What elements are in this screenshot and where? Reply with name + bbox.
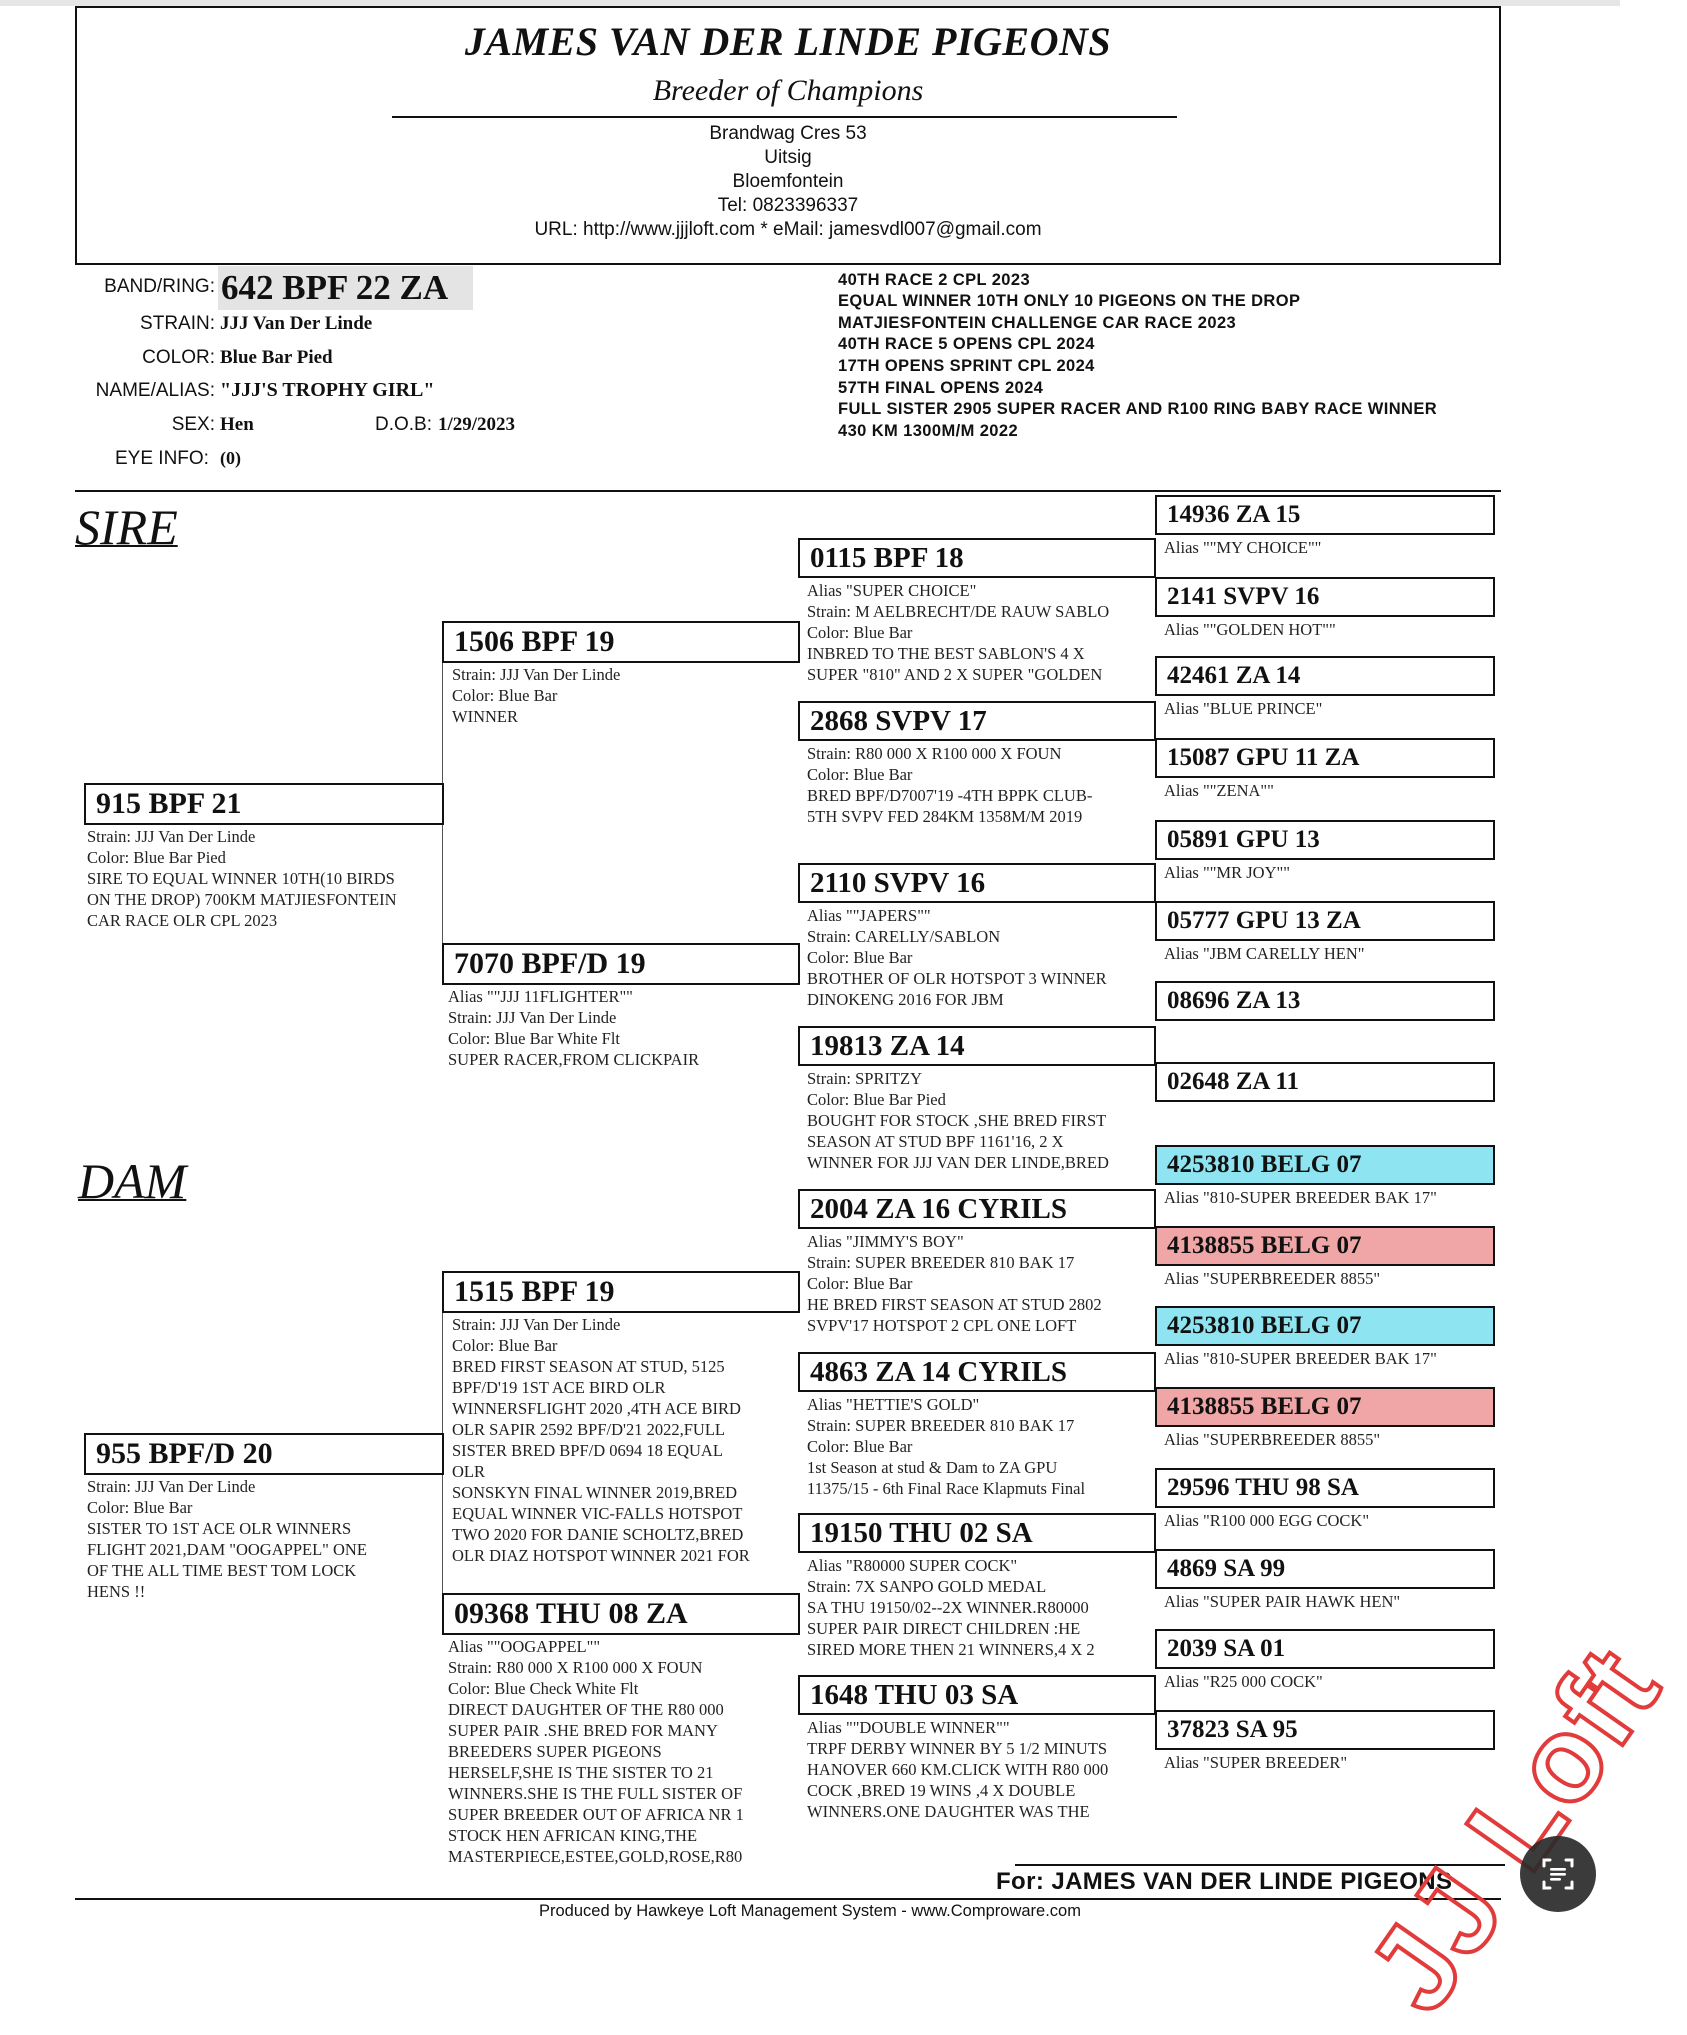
- great-grandparent-info: Strain: SPRITZY Color: Blue Bar Pied BOUGHT FOR STOCK ,SHE BRED FIRST SEASON AT STUD BPF 1161'16, 2 X WINNER FOR JJJ VAN DER LINDE,BRED: [807, 1069, 1109, 1172]
- band-label: BAND/RING:: [104, 276, 215, 297]
- great-grandparent-info: Alias ""DOUBLE WINNER"" TRPF DERBY WINNER BY 5 1/2 MINUTS HANOVER 660 KM.CLICK WITH R80 000 COCK ,BRED 19 WINS ,4 X DOUBLE WINNERS.ONE DAUGHTER WAS THE: [807, 1718, 1109, 1821]
- great-grandparent-info: Alias ""JAPERS"" Strain: CARELLY/SABLON Color: Blue Bar BROTHER OF OLR HOTSPOT 3 WINNER DINOKENG 2016 FOR JBM: [807, 906, 1107, 1009]
- watermark-text: JJ Loft: [1341, 1623, 1686, 2035]
- header-divider: [392, 116, 1177, 118]
- achievement-line: 40TH RACE 2 CPL 2023: [838, 271, 1031, 289]
- granddam-info: Alias ""JJJ 11FLIGHTER"" Strain: JJJ Van Der Linde Color: Blue Bar White Flt SUPER RACER,FROM CLICKPAIR: [448, 987, 700, 1069]
- achievement-line: 40TH RACE 5 OPENS CPL 2024: [838, 335, 1095, 353]
- ancestor-box-highlight: 4253810 BELG 07: [1155, 1145, 1495, 1185]
- sire-heading: SIRE: [75, 499, 178, 555]
- strain-value: JJJ Van Der Linde: [220, 313, 373, 334]
- eye-label: EYE INFO:: [115, 448, 209, 469]
- ancestor-alias: Alias "R25 000 COCK": [1164, 1672, 1323, 1691]
- ancestor-box: 08696 ZA 13: [1155, 981, 1495, 1021]
- ancestor-alias: Alias ""MY CHOICE"": [1164, 538, 1322, 557]
- ancestor-box: 2039 SA 01: [1155, 1629, 1495, 1669]
- breeder-subtitle: Breeder of Champions: [652, 74, 924, 107]
- granddam-info: Alias ""OOGAPPEL"" Strain: R80 000 X R100 000 X FOUN Color: Blue Check White Flt DIRECT DAUGHTER OF THE R80 000 SUPER PAIR .SHE BRED FOR MANY BREEDERS SUPER PIGEONS HERSELF,SHE IS THE SISTER TO 21 WINNERS.SHE IS THE FULL SISTER OF SUPER BREEDER OUT OF AFRICA NR 1 STOCK HEN AFRICAN KING,THE MASTERPIECE,ESTEE,GOLD,ROSE,R80: [448, 1637, 744, 1866]
- grandsire-box: 1506 BPF 19: [442, 621, 800, 663]
- ancestor-alias: Alias "SUPER PAIR HAWK HEN": [1164, 1592, 1401, 1611]
- ancestor-box-highlight: 4138855 BELG 07: [1155, 1387, 1495, 1427]
- document-scan-icon: [1520, 1836, 1596, 1912]
- great-grandparent-box: 2110 SVPV 16: [798, 863, 1156, 903]
- dam-band-box: 955 BPF/D 20: [84, 1433, 444, 1475]
- ancestor-box: 14936 ZA 15: [1155, 495, 1495, 535]
- eye-value: (0): [220, 448, 241, 468]
- great-grandparent-box: 0115 BPF 18: [798, 538, 1156, 578]
- address-city: Bloemfontein: [732, 171, 844, 192]
- footer-produced-by: Produced by Hawkeye Loft Management System - www.Comproware.com: [539, 1902, 1081, 1920]
- color-value: Blue Bar Pied: [220, 347, 333, 368]
- ancestor-box: 02648 ZA 11: [1155, 1062, 1495, 1102]
- dob-value: 1/29/2023: [438, 414, 516, 435]
- breeder-title: JAMES VAN DER LINDE PIGEONS: [464, 19, 1112, 64]
- ancestor-alias: Alias "810-SUPER BREEDER BAK 17": [1164, 1349, 1437, 1368]
- ancestor-box-highlight: 4138855 BELG 07: [1155, 1226, 1495, 1266]
- ancestor-box: 05891 GPU 13: [1155, 820, 1495, 860]
- achievement-line: EQUAL WINNER 10TH ONLY 10 PIGEONS ON THE DROP: [838, 292, 1301, 310]
- scan-button[interactable]: [1520, 1836, 1596, 1912]
- great-grandparent-box: 2868 SVPV 17: [798, 701, 1156, 741]
- ancestor-alias: Alias ""MR JOY"": [1164, 863, 1290, 882]
- great-grandparent-info: Alias "JIMMY'S BOY" Strain: SUPER BREEDER 810 BAK 17 Color: Blue Bar HE BRED FIRST SEASON AT STUD 2802 SVPV'17 HOTSPOT 2 CPL ONE LOFT: [807, 1232, 1102, 1335]
- ancestor-alias: Alias "SUPERBREEDER 8855": [1164, 1269, 1381, 1288]
- ancestor-alias: Alias ""ZENA"": [1164, 781, 1274, 800]
- address-suburb: Uitsig: [764, 147, 812, 168]
- name-value: "JJJ'S TROPHY GIRL": [220, 379, 435, 401]
- ancestor-box: 4869 SA 99: [1155, 1549, 1495, 1589]
- achievement-line: 430 KM 1300M/M 2022: [838, 422, 1019, 440]
- achievement-line: MATJIESFONTEIN CHALLENGE CAR RACE 2023: [838, 314, 1237, 332]
- ancestor-box-highlight: 4253810 BELG 07: [1155, 1306, 1495, 1346]
- ancestor-alias: Alias "810-SUPER BREEDER BAK 17": [1164, 1188, 1437, 1207]
- name-label: NAME/ALIAS:: [95, 380, 215, 401]
- granddam-box: 09368 THU 08 ZA: [442, 1593, 800, 1635]
- ancestor-alias: Alias "JBM CARELLY HEN": [1164, 944, 1365, 963]
- sex-label: SEX:: [171, 414, 215, 435]
- grandsire-box: 1515 BPF 19: [442, 1271, 800, 1313]
- ancestor-alias: Alias ""GOLDEN HOT"": [1164, 620, 1336, 639]
- grandsire-info: Strain: JJJ Van Der Linde Color: Blue Bar WINNER: [452, 665, 621, 726]
- ancestor-alias: Alias "SUPER BREEDER": [1164, 1753, 1348, 1772]
- band-value: 642 BPF 22 ZA: [218, 266, 473, 310]
- section-divider: [75, 490, 1501, 492]
- great-grandparent-box: 19150 THU 02 SA: [798, 1513, 1156, 1553]
- grandsire-info: Strain: JJJ Van Der Linde Color: Blue Bar BRED FIRST SEASON AT STUD, 5125 BPF/D'19 1ST ACE BIRD OLR WINNERSFLIGHT 2020 ,4TH ACE BIRD OLR SAPIR 2592 BPF/D'21 2022,FULL SISTER BRED BPF/D 0694 18 EQUAL OLR SONSKYN FINAL WINNER 2019,BRED EQUAL WINNER VIC-FALLS HOTSPOT TWO 2020 FOR DANIE SCHOLTZ,BRED OLR DIAZ HOTSPOT WINNER 2021 FOR: [452, 1315, 750, 1565]
- great-grandparent-box: 1648 THU 03 SA: [798, 1675, 1156, 1715]
- ancestor-box: 15087 GPU 11 ZA: [1155, 738, 1495, 778]
- granddam-box: 7070 BPF/D 19: [442, 943, 800, 985]
- address-web-email: URL: http://www.jjjloft.com * eMail: jamesvdl007@gmail.com: [534, 219, 1042, 240]
- ancestor-alias: Alias "SUPERBREEDER 8855": [1164, 1430, 1381, 1449]
- footer-divider: [1015, 1864, 1505, 1866]
- bottom-divider: [75, 1898, 1501, 1900]
- dam-info: Strain: JJJ Van Der Linde Color: Blue Bar SISTER TO 1ST ACE OLR WINNERS FLIGHT 2021,DAM "OOGAPPEL" ONE OF THE ALL TIME BEST TOM LOCK HENS !!: [87, 1477, 367, 1601]
- sire-band-box: 915 BPF 21: [84, 783, 444, 825]
- achievement-line: 17TH OPENS SPRINT CPL 2024: [838, 357, 1095, 375]
- great-grandparent-box: 19813 ZA 14: [798, 1026, 1156, 1066]
- ancestor-box: 05777 GPU 13 ZA: [1155, 901, 1495, 941]
- address-street: Brandwag Cres 53: [709, 123, 867, 144]
- ancestor-box: 29596 THU 98 SA: [1155, 1468, 1495, 1508]
- dam-heading: DAM: [78, 1153, 187, 1209]
- achievement-line: 57TH FINAL OPENS 2024: [838, 379, 1044, 397]
- strain-label: STRAIN:: [140, 313, 215, 334]
- header-box: [75, 6, 1501, 265]
- great-grandparent-info: Strain: R80 000 X R100 000 X FOUN Color: Blue Bar BRED BPF/D7007'19 -4TH BPPK CLUB- 5TH SVPV FED 284KM 1358M/M 2019: [807, 744, 1093, 826]
- sire-info: Strain: JJJ Van Der Linde Color: Blue Bar Pied SIRE TO EQUAL WINNER 10TH(10 BIRDS ON THE DROP) 700KM MATJIESFONTEIN CAR RACE OLR CPL 2023: [87, 827, 397, 930]
- address-phone: Tel: 0823396337: [717, 195, 859, 216]
- ancestor-box: 37823 SA 95: [1155, 1710, 1495, 1750]
- ancestor-alias: Alias "R100 000 EGG COCK": [1164, 1511, 1370, 1530]
- great-grandparent-box: 4863 ZA 14 CYRILS: [798, 1352, 1156, 1392]
- great-grandparent-info: Alias "HETTIE'S GOLD" Strain: SUPER BREEDER 810 BAK 17 Color: Blue Bar 1st Season at stud & Dam to ZA GPU 11375/15 - 6th Final Race Klapmuts Final: [807, 1395, 1086, 1498]
- great-grandparent-info: Alias "SUPER CHOICE" Strain: M AELBRECHT/DE RAUW SABLO Color: Blue Bar INBRED TO THE BEST SABLON'S 4 X SUPER "810" AND 2 X SUPER "GOLDEN: [807, 581, 1110, 684]
- great-grandparent-info: Alias "R80000 SUPER COCK" Strain: 7X SANPO GOLD MEDAL SA THU 19150/02--2X WINNER.R80000 SUPER PAIR DIRECT CHILDREN :HE SIRED MORE THEN 21 WINNERS,4 X 2: [807, 1556, 1095, 1659]
- achievement-line: FULL SISTER 2905 SUPER RACER AND R100 RING BABY RACE WINNER: [838, 400, 1438, 418]
- ancestor-box: 42461 ZA 14: [1155, 656, 1495, 696]
- great-grandparent-box: 2004 ZA 16 CYRILS: [798, 1189, 1156, 1229]
- connector: [442, 1271, 443, 1593]
- sex-value: Hen: [220, 414, 254, 435]
- ancestor-alias: Alias "BLUE PRINCE": [1164, 699, 1323, 718]
- footer-for: For: JAMES VAN DER LINDE PIGEONS: [996, 1868, 1453, 1895]
- ancestor-box: 2141 SVPV 16: [1155, 577, 1495, 617]
- dob-label: D.O.B:: [374, 414, 432, 435]
- color-label: COLOR:: [142, 347, 215, 368]
